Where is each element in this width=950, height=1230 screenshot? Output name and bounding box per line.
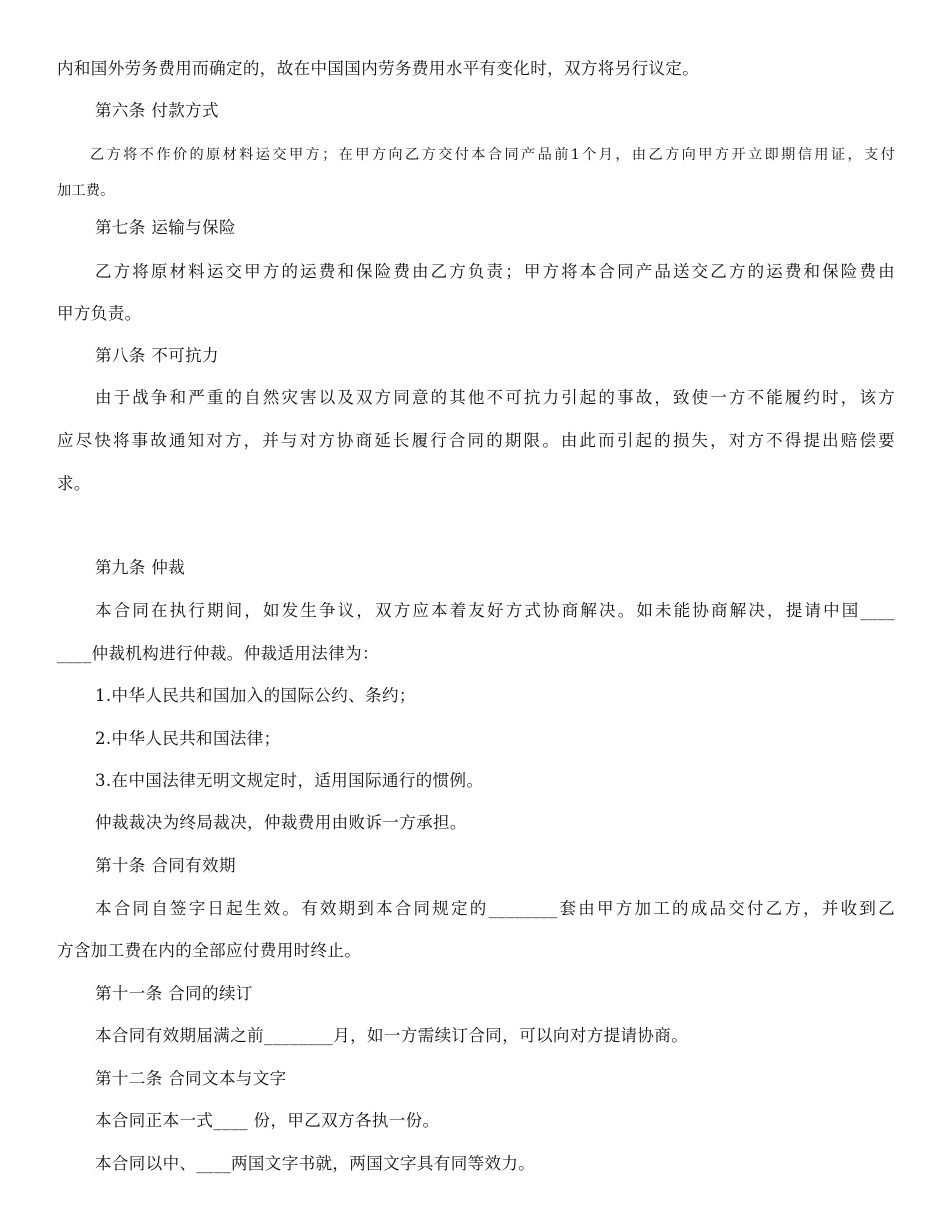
list-item: 1.中华人民共和国加入的国际公约、条约； (95, 686, 416, 705)
list-item: 2.中华人民共和国法律； (95, 729, 281, 748)
text-line: 乙方将原材料运交甲方的运费和保险费由乙方负责；甲方将本合同产品送交乙方的运费和保险费由 (95, 262, 895, 281)
article-9-heading: 第九条 仲裁 (95, 558, 186, 577)
text-line: 本合同有效期届满之前________月，如一方需续订合同，可以向对方提请协商。 (95, 1026, 689, 1045)
article-12-heading: 第十二条 合同文本与文字 (95, 1069, 287, 1088)
text-line: 方含加工费在内的全部应付费用时终止。 (57, 941, 362, 960)
article-7-heading: 第七条 运输与保险 (95, 218, 236, 237)
text-line: 仲裁裁决为终局裁决，仲裁费用由败诉一方承担。 (95, 813, 467, 832)
text-line: 本合同在执行期间，如发生争议，双方应本着友好方式协商解决。如未能协商解决，提请中国____ (95, 601, 895, 620)
text-line: 本合同以中、____两国文字书就，两国文字具有同等效力。 (95, 1154, 536, 1173)
article-10-heading: 第十条 合同有效期 (95, 856, 236, 875)
text-line: 本合同自签字日起生效。有效期到本合同规定的________套由甲方加工的成品交付乙方，并收到乙 (95, 899, 895, 918)
text-line: 本合同正本一式____ 份，甲乙双方各执一份。 (95, 1111, 440, 1130)
text-line: 求。 (57, 474, 91, 493)
text-line: 内和国外劳务费用而确定的，故在中国国内劳务费用水平有变化时，双方将另行议定。 (57, 59, 700, 78)
text-line: 乙方将不作价的原材料运交甲方；在甲方向乙方交付本合同产品前1个月，由乙方向甲方开立即期信用证，支付 (90, 147, 895, 163)
text-line: 加工费。 (57, 183, 115, 199)
text-line: 甲方负责。 (57, 304, 142, 323)
article-8-heading: 第八条 不可抗力 (95, 346, 219, 365)
text-line: ____仲裁机构进行仲裁。仲裁适用法律为： (57, 644, 379, 663)
list-item: 3.在中国法律无明文规定时，适用国际通行的惯例。 (95, 771, 484, 790)
article-6-heading: 第六条 付款方式 (95, 101, 219, 120)
text-line: 应尽快将事故通知对方，并与对方协商延长履行合同的期限。由此而引起的损失，对方不得提出赔偿要 (57, 431, 895, 450)
text-line: 由于战争和严重的自然灾害以及双方同意的其他不可抗力引起的事故，致使一方不能履约时，该方 (95, 388, 895, 407)
article-11-heading: 第十一条 合同的续订 (95, 984, 253, 1003)
